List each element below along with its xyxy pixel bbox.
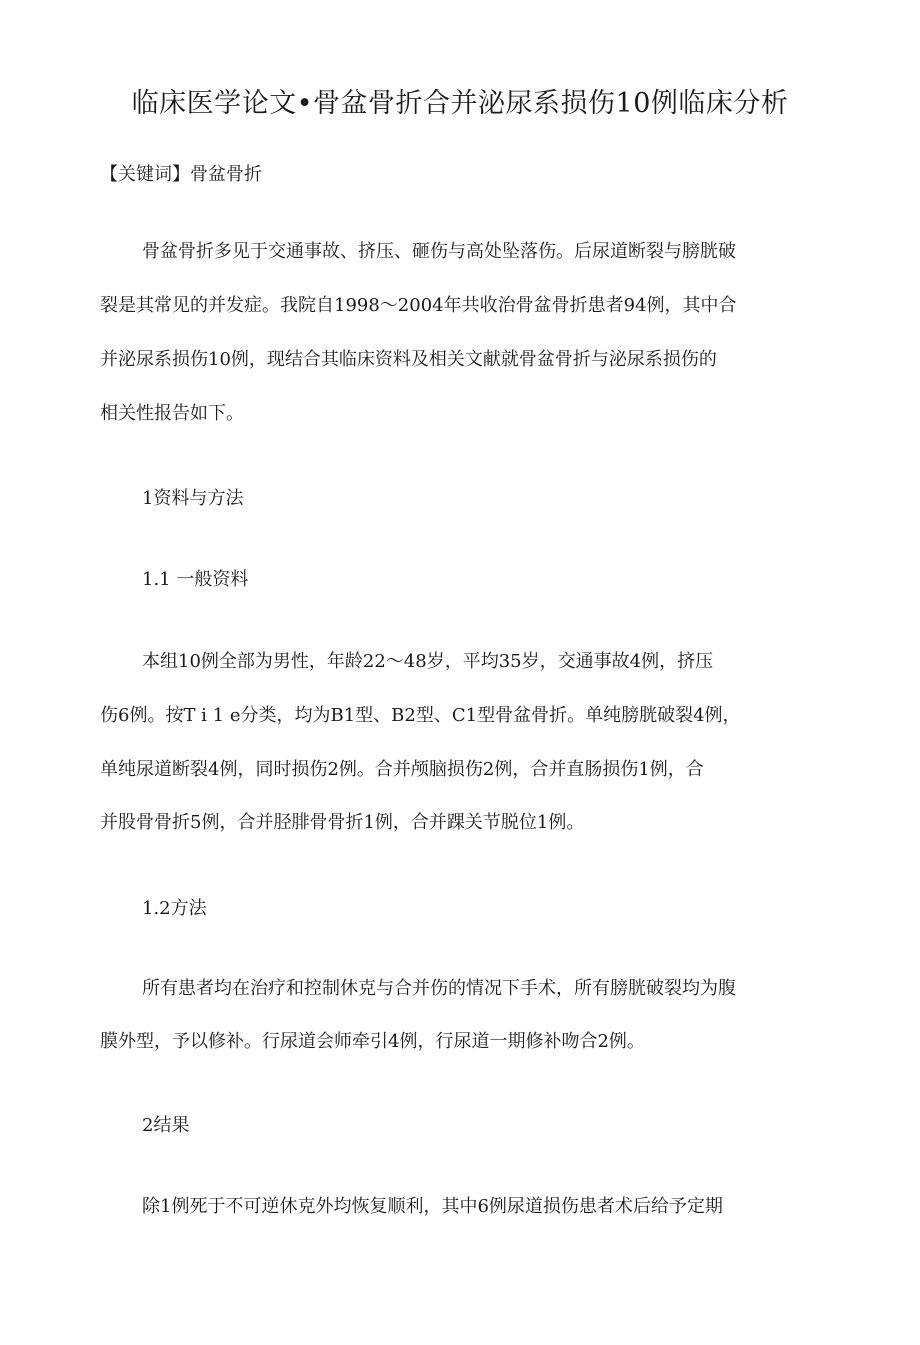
intro-line-1: 骨盆骨折多见于交通事故、挤压、砸伤与高处坠落伤。后尿道断裂与膀胱破 xyxy=(142,241,736,262)
section-1-1-line-4: 并股骨骨折5例，合并胫腓骨骨折1例，合并踝关节脱位1例。 xyxy=(100,812,585,833)
intro-line-2: 裂是其常见的并发症。我院自1998～2004年共收治骨盆骨折患者94例，其中合 xyxy=(100,295,737,316)
section-1-2-heading: 1.2方法 xyxy=(142,898,207,919)
section-1-2-line-2: 膜外型，予以修补。行尿道会师牵引4例，行尿道一期修补吻合2例。 xyxy=(100,1031,645,1052)
section-1-2-line-1: 所有患者均在治疗和控制休克与合并伤的情况下手术，所有膀胱破裂均为腹 xyxy=(142,978,736,999)
keywords-line: 【关键词】骨盆骨折 xyxy=(100,164,262,185)
section-2-heading: 2结果 xyxy=(142,1115,190,1136)
section-1-1-line-1: 本组10例全部为男性，年龄22～48岁，平均35岁，交通事故4例，挤压 xyxy=(142,651,714,672)
section-1-1-heading: 1.1 一般资料 xyxy=(142,569,249,590)
section-1-1-line-2: 伤6例。按T i 1 e分类，均为B1型、B2型、C1型骨盆骨折。单纯膀胱破裂4例， xyxy=(100,705,741,726)
document-title: 临床医学论文•骨盆骨折合并泌尿系损伤10例临床分析 xyxy=(131,88,789,119)
section-2-line-1: 除1例死于不可逆休克外均恢复顺利，其中6例尿道损伤患者术后给予定期 xyxy=(142,1196,723,1217)
intro-line-3: 并泌尿系损伤10例，现结合其临床资料及相关文献就骨盆骨折与泌尿系损伤的 xyxy=(100,349,717,370)
intro-line-4: 相关性报告如下。 xyxy=(100,403,244,424)
section-1-heading: 1资料与方法 xyxy=(142,488,244,509)
section-1-1-line-3: 单纯尿道断裂4例，同时损伤2例。合并颅脑损伤2例，合并直肠损伤1例，合 xyxy=(100,759,704,780)
